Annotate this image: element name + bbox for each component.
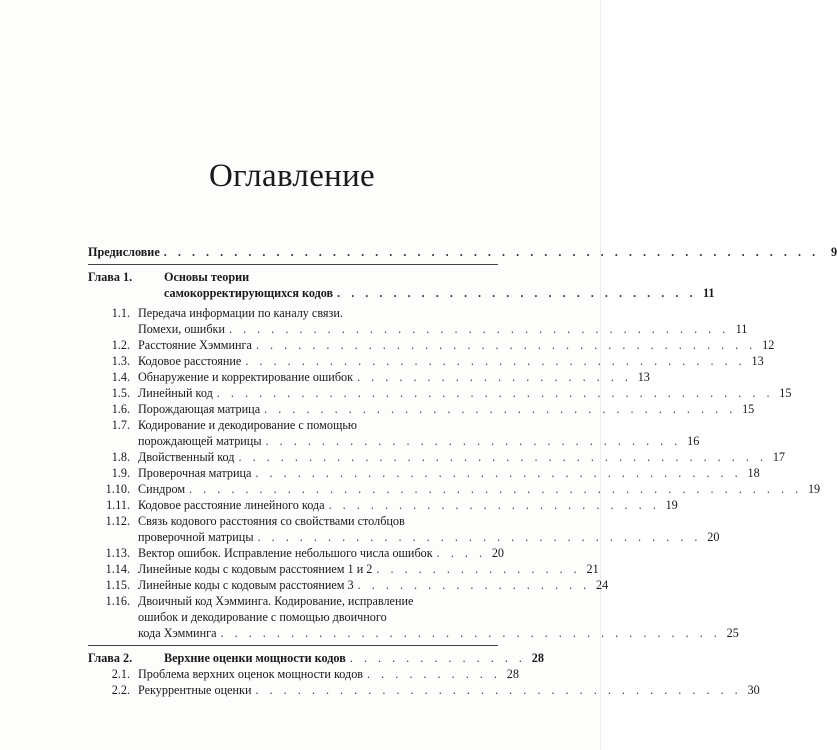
section-number: 1.11.: [106, 498, 130, 512]
leader-dots: . . . . . . . . . . . . . . . . . . . . . . . . . .: [337, 286, 697, 300]
toc-entry-page: 9: [831, 245, 837, 259]
toc-entry-label: Предисловие: [88, 245, 160, 259]
toc-section-1-16-cont2[interactable]: [88, 625, 739, 641]
leader-dots: . . . . . . . . . . . . . . .: [376, 562, 581, 576]
toc-entry-page: 19: [665, 498, 678, 512]
chapter-title-line: Верхние оценки мощности кодов: [164, 651, 346, 665]
toc-section-1-14[interactable]: [88, 561, 599, 577]
section-title-line: Вектор ошибок. Исправление небольшого числа ошибок: [138, 546, 433, 560]
leader-dots: . . . . . . . . . . . . . . . . . . . . . . . . . . . . . . . . . . . . . . . . . . . .: [189, 482, 803, 496]
divider: [88, 264, 498, 265]
leader-dots: . . . . . . . . . . . . . . . . . . . . . . . . . . . . . . . . . . . . . . . . . . . . . . .: [163, 245, 820, 259]
divider: [88, 645, 498, 646]
toc-entry-page: 11: [702, 286, 715, 300]
section-title-line: Синдром: [138, 482, 186, 496]
section-number: 1.4.: [111, 370, 130, 384]
toc-entry-page: 11: [735, 322, 748, 336]
section-number: 2.2.: [111, 683, 130, 697]
section-number: 1.6.: [111, 402, 130, 416]
section-number: 1.8.: [111, 450, 130, 464]
toc-entry-page: 18: [747, 466, 760, 480]
section-number: 1.5.: [111, 386, 130, 400]
section-number: 1.15.: [105, 578, 130, 592]
toc-section-1-10[interactable]: [88, 481, 821, 497]
toc-entry-page: 25: [726, 626, 739, 640]
toc-entry-page: 19: [807, 482, 821, 496]
section-title-line: Рекуррентные оценки: [138, 683, 252, 697]
toc-section-1-16[interactable]: [88, 593, 498, 609]
chapter-title-line: Основы теории: [164, 270, 250, 284]
section-title-line: Кодовое расстояние линейного кода: [138, 498, 325, 512]
section-title-line: Двойственный код: [138, 450, 235, 464]
leader-dots: . . . . . . . . . . . . . . . . . . . . . . . . . . . . . . . . . .: [264, 402, 737, 416]
section-title-line: Кодовое расстояние: [138, 354, 242, 368]
section-number: 1.10.: [105, 482, 130, 496]
leader-dots: . . . . . . . . . . . . . . . . . . . . . . . . . . . . . . . . . . . .: [228, 322, 730, 336]
toc-section-2-2[interactable]: [88, 682, 760, 698]
toc-entry-page: 24: [596, 578, 609, 592]
toc-section-1-11[interactable]: [88, 497, 678, 513]
toc-entry-page: 17: [772, 450, 785, 464]
leader-dots: . . . . . . . . . . . . . . . . . . . . . . . . . . . . . . . . . . . .: [245, 354, 746, 368]
section-title-line: ошибок и декодирование с помощью двоичного: [138, 610, 387, 624]
section-title-line: Связь кодового расстояния со свойствами столбцов: [138, 514, 405, 528]
toc-section-1-4[interactable]: [88, 369, 650, 385]
section-title-line: проверочной матрицы: [138, 530, 254, 544]
leader-dots: . . . . . . . . . . . . . . . . .: [357, 578, 591, 592]
leader-dots: . . . . . . . . . . . . . . . . . . . .: [357, 370, 632, 384]
leader-dots: . . . . . . . . . . . . . . . . . . . . . . . . . . . . . . . . . . .: [255, 683, 742, 697]
page-title: Оглавление: [208, 158, 376, 194]
toc-entry-page: 30: [747, 683, 760, 697]
toc-entry-page: 20: [707, 530, 720, 544]
section-title-line: Линейный код: [138, 386, 213, 400]
toc-section-1-6[interactable]: [88, 401, 755, 417]
section-title-line: Линейные коды с кодовым расстоянием 1 и 2: [138, 562, 373, 576]
section-number: 1.2.: [111, 338, 130, 352]
section-number: 1.1.: [111, 306, 130, 320]
toc-entry-page: 13: [637, 370, 650, 384]
leader-dots: . . . . . . . . . . . . . . . . . . . . . . . .: [328, 498, 660, 512]
section-number: 1.16.: [105, 594, 130, 608]
toc-entry-page: 21: [586, 562, 599, 576]
section-title-line: Проблема верхних оценок мощности кодов: [138, 667, 364, 681]
toc-section-1-12-cont[interactable]: [88, 529, 720, 545]
toc-section-1-13[interactable]: [88, 545, 504, 561]
section-number: 1.14.: [105, 562, 130, 576]
section-title-line: Проверочная матрица: [138, 466, 252, 480]
section-number: 1.9.: [111, 466, 130, 480]
toc-entry-preface[interactable]: [88, 244, 837, 260]
toc-section-1-5[interactable]: [88, 385, 792, 401]
section-title-line: порождающей матрицы: [138, 434, 262, 448]
toc-section-1-3[interactable]: [88, 353, 764, 369]
leader-dots: . . . . . . . . . . . . . . . . . . . . . . . . . . . . . .: [265, 434, 682, 448]
toc-section-1-7-cont[interactable]: [88, 433, 700, 449]
toc-section-2-1[interactable]: [88, 666, 519, 682]
leader-dots: . . . . . . . . . . . . .: [349, 651, 526, 665]
leader-dots: . . . . . . . . . .: [367, 667, 501, 681]
toc-section-1-15[interactable]: [88, 577, 609, 593]
toc-section-1-16-cont[interactable]: [88, 609, 498, 625]
toc-entry-page: 16: [687, 434, 700, 448]
section-title-line: Расстояние Хэмминга: [138, 338, 252, 352]
section-title-line: Порождающая матрица: [138, 402, 261, 416]
leader-dots: . . . . . . . . . . . . . . . . . . . . . . . . . . . . . . . . . . . . . . . .: [216, 386, 774, 400]
toc-chapter-2[interactable]: [88, 650, 544, 666]
leader-dots: . . . . . . . . . . . . . . . . . . . . . . . . . . . . . . . . . . . . . .: [238, 450, 767, 464]
leader-dots: . . . . . . . . . . . . . . . . . . . . . . . . . . . . . . . .: [257, 530, 702, 544]
toc-entry-page: 15: [779, 386, 792, 400]
section-title-line: Двоичный код Хэмминга. Кодирование, исправление: [138, 594, 414, 608]
section-number: 1.3.: [111, 354, 130, 368]
section-title-line: Кодирование и декодирование с помощью: [138, 418, 358, 432]
toc-chapter-1-cont[interactable]: [88, 285, 715, 301]
section-title-line: Обнаружение и корректирование ошибок: [138, 370, 354, 384]
toc-chapter-1[interactable]: [88, 269, 498, 285]
toc-section-1-2[interactable]: [88, 337, 775, 353]
toc-section-1-8[interactable]: [88, 449, 785, 465]
toc-section-1-12[interactable]: [88, 513, 498, 529]
section-number: 1.13.: [105, 546, 130, 560]
leader-dots: . . . . . . . . . . . . . . . . . . . . . . . . . . . . . . . . . . . .: [255, 338, 757, 352]
toc-section-1-1-cont[interactable]: [88, 321, 748, 337]
toc-section-1-7[interactable]: [88, 417, 498, 433]
leader-dots: . . . . . . . . . . . . . . . . . . . . . . . . . . . . . . . . . . .: [255, 466, 742, 480]
chapter-label: Глава 2.: [88, 651, 133, 665]
leader-dots: . . . .: [436, 546, 486, 560]
section-number: 2.1.: [111, 667, 130, 681]
toc-entry-page: 15: [742, 402, 755, 416]
section-number: 1.12.: [105, 514, 130, 528]
section-number: 1.7.: [111, 418, 130, 432]
toc-entry-page: 13: [751, 354, 764, 368]
section-title-line: Линейные коды с кодовым расстоянием 3: [138, 578, 354, 592]
section-title-line: Передача информации по каналу связи.: [138, 306, 343, 320]
toc-entry-page: 20: [491, 546, 504, 560]
chapter-title-line: самокорректирующихся кодов: [164, 286, 334, 300]
section-title-line: кода Хэмминга: [138, 626, 217, 640]
toc-section-1-9[interactable]: [88, 465, 760, 481]
toc-section-1-1[interactable]: [88, 305, 498, 321]
toc-entry-page: 12: [762, 338, 775, 352]
toc-entry-page: 28: [531, 651, 544, 665]
table-of-contents: [88, 244, 837, 698]
chapter-label: Глава 1.: [88, 270, 133, 284]
toc-entry-page: 28: [506, 667, 519, 681]
leader-dots: . . . . . . . . . . . . . . . . . . . . . . . . . . . . . . . . . . . .: [220, 626, 721, 640]
section-title-line: Помехи, ошибки: [138, 322, 225, 336]
